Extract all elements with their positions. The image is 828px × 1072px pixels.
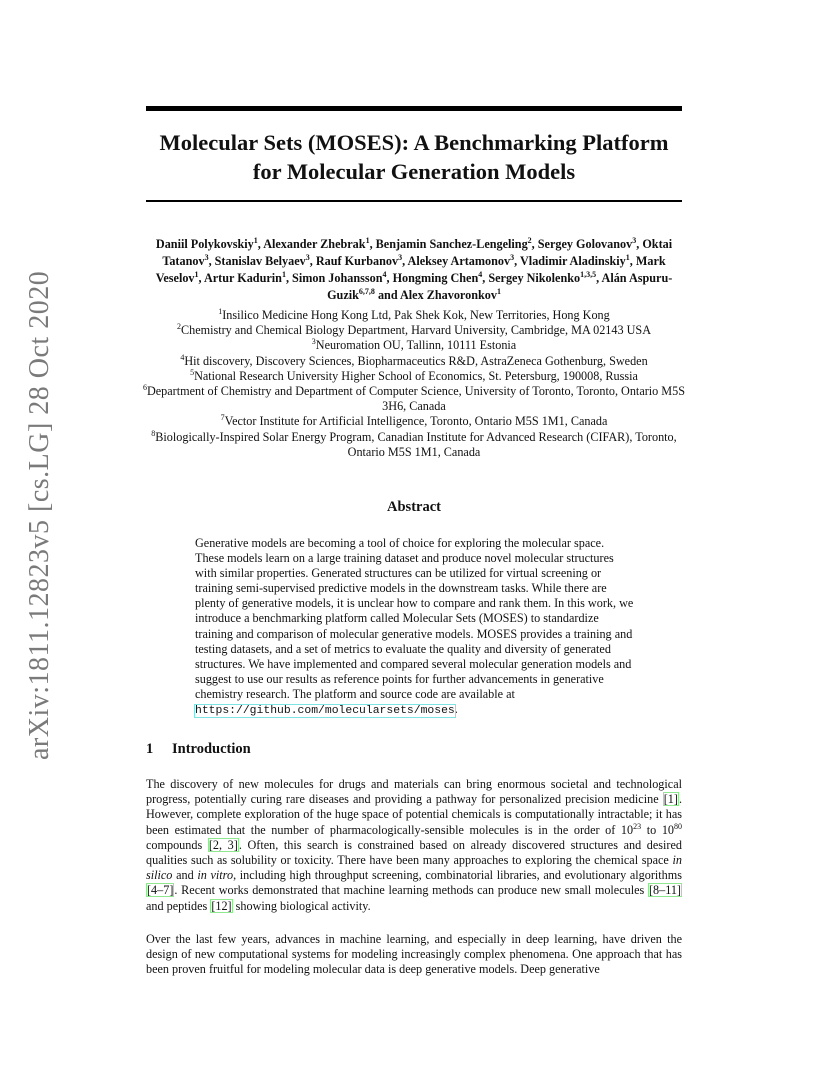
author-name: Simon Johansson (292, 271, 383, 285)
author-list: Daniil Polykovskiy$^1$, Alexander Zhebrak$^1$, Benjamin Sanchez-Lengeling$^2$, Sergey Golovanov$^3$, Oktai Tatanov$^3$, Stanislav Belyaev$^3$, Rauf Kurbanov$^3$, Aleksey Artamonov$^3$, Vladimir Aladinskiy$^1$, Mark Veselov$^1$, Artur Kadurin$^1$, Simon Johansson$^4$, Hongming Chen$^4$, Sergey Nikolenko$^{1,3,5}$, Alán Aspuru-Guzik$^{6,7,8}$ and Alex Zhavoronkov$^1$ (155, 235, 673, 302)
author-affiliation-marker: 1 (365, 235, 370, 245)
author-affiliation-marker: 6,7,8 (358, 286, 375, 296)
title-top-rule (146, 106, 682, 111)
title-bottom-rule (146, 200, 682, 202)
author-name: Alex Zhavoronkov (399, 288, 497, 302)
citation-link[interactable]: [2, 3] (208, 837, 238, 852)
section-number: 1 (146, 741, 154, 757)
citation-link[interactable]: [12] (211, 898, 232, 913)
author-name: Sergey Nikolenko (488, 271, 581, 285)
author-affiliation-marker: 4 (478, 269, 483, 279)
section-heading-introduction (146, 741, 251, 758)
affiliation-line: $^7$Vector Institute for Artificial Intelligence, Toronto, Ontario M5S 1M1, Canada (220, 413, 608, 429)
arxiv-identifier: arXiv:1811.12823v5 [cs.LG] 28 Oct 2020 (24, 270, 55, 760)
abstract-heading: Abstract (387, 499, 441, 515)
author-affiliation-marker: 1,3,5 (580, 269, 597, 279)
citation-link[interactable]: [1] (663, 792, 678, 807)
author-affiliation-marker: 3 (510, 252, 515, 262)
affiliation-line: $^8$Biologically-Inspired Solar Energy Program, Canadian Institute for Advanced Research (CIFAR), Toronto, Ontario M5S 1M1, Canada (151, 428, 677, 459)
author-name: Alexander Zhebrak (263, 237, 366, 251)
author-name: Artur Kadurin (203, 271, 282, 285)
author-affiliation-marker: 3 (305, 252, 310, 262)
abstract-body: Generative models are becoming a tool of choice for exploring the molecular space. These models learn on a large training dataset and produce novel molecular structures with similar properties. Generated structures can be utilized for virtual screening or training semi-supervised predictive models in the downstream tasks. While there are plenty of generative models, it is unclear how to compare and rank them. In this work, we introduce a benchmarking platform called Molecular Sets (MOSES) to standardize training and comparison of molecular generative models. MOSES provides a training and testing datasets, and a set of metrics to evaluate the quality and diversity of generated structures. We have implemented and compared several molecular generation models and suggest to use our results as reference points for further advancements in generative chemistry research. The platform and source code are available at https://github.com/molecularsets/moses. (195, 536, 634, 718)
author-affiliation-marker: 2 (527, 235, 532, 245)
author-name: Daniil Polykovskiy (155, 237, 254, 251)
author-name: Mark Veselov (155, 254, 666, 285)
affiliation-line: $^2$Chemistry and Chemical Biology Department, Harvard University, Cambridge, MA 02143 USA (176, 322, 652, 338)
author-affiliation-marker: 1 (281, 269, 286, 279)
affiliation-line: $^5$National Research University Higher School of Economics, St. Petersburg, 190008, Russia (190, 367, 638, 383)
author-affiliation-marker: 1 (194, 269, 199, 279)
author-name: Hongming Chen (392, 271, 479, 285)
affiliation-line: $^6$Department of Chemistry and Department of Computer Science, University of Toronto, Toronto, Ontario M5S 3H6, Canada (142, 382, 686, 414)
author-affiliation-marker: 1 (496, 286, 501, 296)
author-affiliation-marker: 3 (204, 252, 209, 262)
author-affiliation-marker: 1 (625, 252, 630, 262)
author-name: Aleksey Artamonov (407, 254, 511, 268)
author-name: Alán Aspuru-Guzik (327, 271, 673, 302)
section-title: Introduction (172, 741, 251, 757)
author-affiliation-marker: 3 (398, 252, 403, 262)
paper-title: Molecular Sets (MOSES): A Benchmarking Platform for Molecular Generation Models (159, 130, 669, 184)
abstract-text: Generative models are becoming a tool of choice for exploring the molecular space. These models learn on a large training dataset and produce novel molecular structures with similar properties. Generated structures can be utilized for virtual screening or training semi-supervised predictive models in the downstream tasks. While there are plenty of generative models, it is unclear how to compare and rank them. In this work, we introduce a benchmarking platform called Molecular Sets (MOSES) to standardize training and comparison of molecular generative models. MOSES provides a training and testing datasets, and a set of metrics to evaluate the quality and diversity of generated structures. We have implemented and compared several molecular generation models and suggest to use our results as reference points for further advancements in generative chemistry research. The platform and source code are available at (195, 536, 634, 701)
author-name: Benjamin Sanchez-Lengeling (375, 237, 528, 251)
author-name: Oktai Tatanov (162, 237, 673, 268)
citation-link[interactable]: [4–7] (147, 883, 174, 898)
author-name: Sergey Golovanov (537, 237, 633, 251)
affiliation-line: $^1$Insilico Medicine Hong Kong Ltd, Pak Shek Kok, New Territories, Hong Kong (218, 306, 610, 322)
author-name: Vladimir Aladinskiy (520, 254, 626, 268)
repository-link[interactable]: https://github.com/molecularsets/moses (195, 705, 455, 718)
author-name: Rauf Kurbanov (315, 254, 399, 268)
affiliation-line: $^3$Neuromation OU, Tallinn, 10111 Estonia (311, 337, 517, 353)
affiliation-list (140, 308, 688, 460)
affiliation-line: $^4$Hit discovery, Discovery Sciences, Biopharmaceutics R&D, AstraZeneca Gothenburg, Sweden (180, 352, 648, 368)
citation-link[interactable]: [8–11] (648, 883, 681, 898)
intro-paragraph-1: The discovery of new molecules for drugs and materials can bring enormous societal and technological progress, potentially curing rare diseases and providing a pathway for personalized precision medicine [1]. However, complete exploration of the huge space of potential chemicals is computationally intractable; it has been estimated that the number of pharmacologically-sensible molecules is in the order of $10^{23}$ to $10^{80}$ compounds [2, 3]. Often, this search is constrained based on already discovered structures and desired qualities such as solubility or toxicity. There have been many approaches to exploring the chemical space in silico and in vitro, including high throughput screening, combinatorial libraries, and evolutionary algorithms [4–7]. Recent works demonstrated that machine learning methods can produce new small molecules [8–11] and peptides [12] showing biological activity. (146, 777, 683, 913)
author-affiliation-marker: 3 (632, 235, 637, 245)
intro-paragraph-2: Over the last few years, advances in machine learning, and especially in deep learning, have driven the design of new computational systems for modeling increasingly complex phenomena. One approach that has been proven fruitful for modeling molecular data is deep generative models. Deep generative (146, 932, 682, 977)
author-affiliation-marker: 4 (382, 269, 387, 279)
author-affiliation-marker: 1 (253, 235, 258, 245)
author-name: Stanislav Belyaev (214, 254, 306, 268)
